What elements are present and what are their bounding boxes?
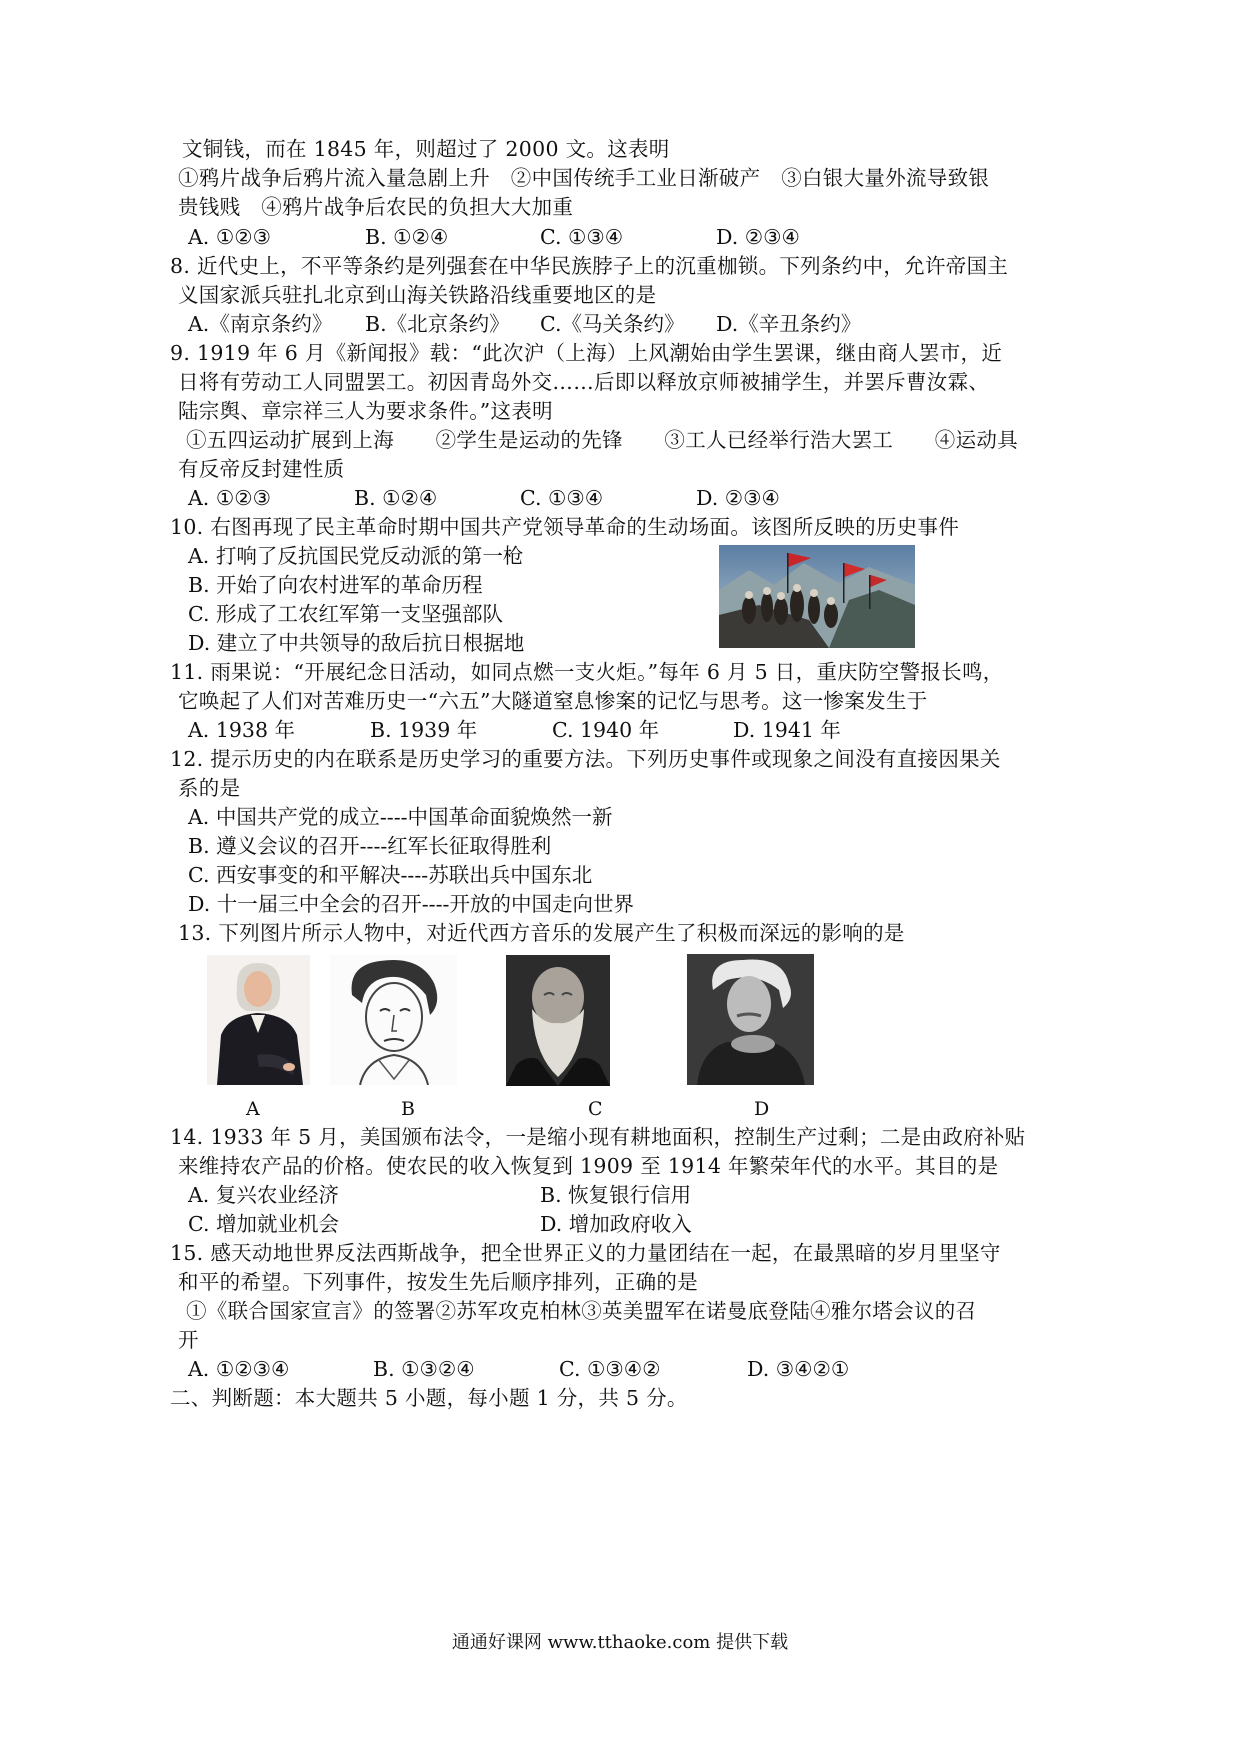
portrait-a-image: [207, 955, 310, 1085]
q8-option-a: A.《南京条约》: [188, 312, 333, 336]
q9-statements-1: ①五四运动扩展到上海 ②学生是运动的先锋 ③工人已经举行浩大罢工 ④运动具: [186, 428, 1018, 452]
q9-stem-2: 日将有劳动工人同盟罢工。初因青岛外交……后即以释放京师被捕学生，并罢斥曹汝霖、: [178, 370, 990, 394]
q15-stem-1: 15. 感天动地世界反法西斯战争，把全世界正义的力量团结在一起，在最黑暗的岁月里坚守: [170, 1241, 1001, 1265]
q10-stem: 10. 右图再现了民主革命时期中国共产党领导革命的生动场面。该图所反映的历史事件: [170, 515, 960, 539]
q10-option-a: A. 打响了反抗国民党反动派的第一枪: [188, 544, 524, 568]
portrait-a-label: A: [246, 1098, 260, 1120]
portrait-b-label: B: [401, 1098, 415, 1120]
section-2-heading: 二、判断题：本大题共 5 小题，每小题 1 分，共 5 分。: [170, 1386, 688, 1410]
portrait-c-label: C: [588, 1098, 603, 1120]
q11-option-b: B. 1939 年: [370, 718, 478, 742]
q14-option-d: D. 增加政府收入: [540, 1212, 692, 1236]
q12-stem-1: 12. 提示历史的内在联系是历史学习的重要方法。下列历史事件或现象之间没有直接因果关: [170, 747, 1001, 771]
q11-stem-2: 它唤起了人们对苦难历史一“六五”大隧道窒息惨案的记忆与思考。这一惨案发生于: [178, 689, 928, 713]
q14-option-a: A. 复兴农业经济: [188, 1183, 339, 1207]
portrait-b-image: [330, 955, 457, 1085]
q15-statements-2: 开: [178, 1328, 199, 1352]
q10-option-d: D. 建立了中共领导的敌后抗日根据地: [188, 631, 525, 655]
q12-stem-2: 系的是: [178, 776, 241, 800]
q8-option-c: C.《马关条约》: [540, 312, 685, 336]
q9-option-b: B. ①②④: [354, 486, 438, 510]
q12-option-c: C. 西安事变的和平解决----苏联出兵中国东北: [188, 863, 593, 887]
q8-option-d: D.《辛丑条约》: [716, 312, 862, 336]
q12-option-b: B. 遵义会议的召开----红军长征取得胜利: [188, 834, 552, 858]
q8-option-b: B.《北京条约》: [365, 312, 510, 336]
q14-option-b: B. 恢复银行信用: [540, 1183, 692, 1207]
q10-option-b: B. 开始了向农村进军的革命历程: [188, 573, 483, 597]
q15-option-a: A. ①②③④: [188, 1357, 290, 1381]
q7-statements-2: 贵钱贱 ④鸦片战争后农民的负担大大加重: [178, 195, 574, 219]
portrait-d-label: D: [754, 1098, 770, 1120]
q7-statements-1: ①鸦片战争后鸦片流入量急剧上升 ②中国传统手工业日渐破产 ③白银大量外流导致银: [178, 166, 990, 190]
q15-option-c: C. ①③④②: [559, 1357, 661, 1381]
q9-option-a: A. ①②③: [188, 486, 271, 510]
q15-stem-2: 和平的希望。下列事件，按发生先后顺序排列，正确的是: [178, 1270, 698, 1294]
q12-option-d: D. 十一届三中全会的召开----开放的中国走向世界: [188, 892, 634, 916]
q7-option-b: B. ①②④: [365, 225, 449, 249]
q9-stem-3: 陆宗舆、章宗祥三人为要求条件。”这表明: [178, 399, 553, 423]
q11-stem-1: 11. 雨果说：“开展纪念日活动，如同点燃一支火炬。”每年 6 月 5 日，重庆防空警报长鸣，: [170, 660, 1004, 684]
q7-option-c: C. ①③④: [540, 225, 624, 249]
q13-stem: 13. 下列图片所示人物中，对近代西方音乐的发展产生了积极而深远的影响的是: [178, 921, 905, 945]
portrait-c-image: [506, 955, 610, 1086]
q10-option-c: C. 形成了工农红军第一支坚强部队: [188, 602, 503, 626]
q9-option-c: C. ①③④: [520, 486, 604, 510]
q7-option-a: A. ①②③: [188, 225, 271, 249]
page-footer: 通通好课网 www.tthaoke.com 提供下载: [451, 1632, 789, 1653]
q9-statements-2: 有反帝反封建性质: [178, 457, 345, 481]
q11-option-a: A. 1938 年: [188, 718, 296, 742]
q12-option-a: A. 中国共产党的成立----中国革命面貌焕然一新: [188, 805, 613, 829]
q7-stem-cont: 文铜钱，而在 1845 年，则超过了 2000 文。这表明: [182, 137, 670, 161]
q15-option-b: B. ①③②④: [373, 1357, 475, 1381]
q9-option-d: D. ②③④: [696, 486, 780, 510]
revolution-painting-image: [719, 545, 915, 648]
q9-stem-1: 9. 1919 年 6 月《新闻报》载：“此次沪（上海）上风潮始由学生罢课，继由商人罢市，近: [170, 341, 1003, 365]
q14-stem-2: 来维持农产品的价格。使农民的收入恢复到 1909 至 1914 年繁荣年代的水平。其目的是: [178, 1154, 999, 1178]
q8-stem-1: 8. 近代史上，不平等条约是列强套在中华民族脖子上的沉重枷锁。下列条约中，允许帝国主: [170, 254, 1009, 278]
q15-option-d: D. ③④②①: [747, 1357, 850, 1381]
q7-option-d: D. ②③④: [716, 225, 800, 249]
portrait-d-image: [687, 954, 814, 1085]
q14-option-c: C. 增加就业机会: [188, 1212, 339, 1236]
q11-option-c: C. 1940 年: [552, 718, 660, 742]
q11-option-d: D. 1941 年: [733, 718, 841, 742]
q15-statements-1: ①《联合国家宣言》的签署②苏军攻克柏林③英美盟军在诺曼底登陆④雅尔塔会议的召: [186, 1299, 977, 1323]
q14-stem-1: 14. 1933 年 5 月，美国颁布法令，一是缩小现有耕地面积，控制生产过剩；二是由政府补贴: [170, 1125, 1026, 1149]
q8-stem-2: 义国家派兵驻扎北京到山海关铁路沿线重要地区的是: [178, 283, 657, 307]
